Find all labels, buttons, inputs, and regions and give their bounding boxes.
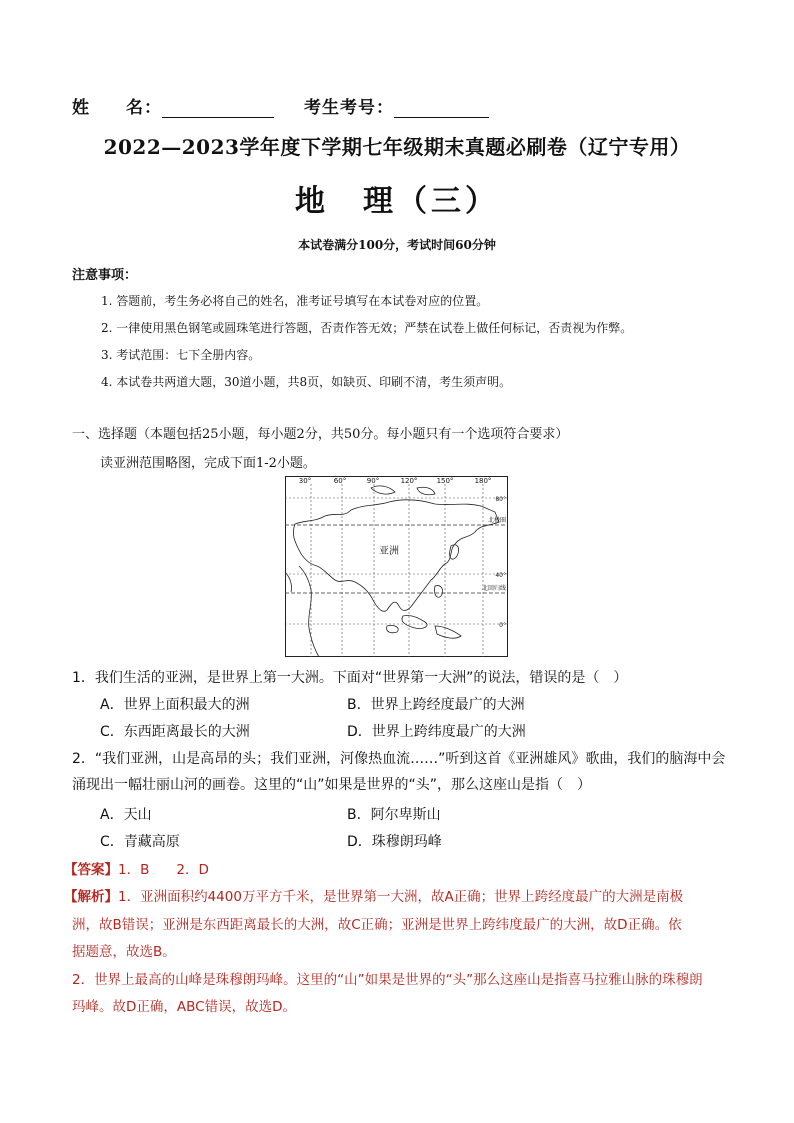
name-blank[interactable]: [162, 99, 274, 118]
map-latitude-label: 北回归线: [481, 585, 506, 592]
question-1-option-a[interactable]: A．世界上面积最大的洲: [100, 697, 250, 713]
question-2-stem: 2．“我们亚洲，山是高昂的头；我们亚洲，河像热血流……”听到这首《亚洲雄风》歌曲，我们的脑海中会: [72, 751, 726, 767]
exam-id-blank[interactable]: [394, 99, 489, 118]
score-time-line: 本试卷满分100分，考试时间60分钟: [298, 238, 496, 252]
notice-item: 4. 本试卷共两道大题，30道小题，共8页，如缺页、印刷不清，考生须声明。: [101, 375, 512, 389]
map-latitude-label: 80°: [495, 496, 506, 503]
map-longitude-label: 60°: [333, 477, 347, 485]
analysis-line-4: 2．世界上最高的山峰是珠穆朗玛峰。这里的“山”如果是世界的“头”那么这座山是指喜马拉雅山脉的珠穆朗: [72, 972, 703, 988]
exam-title: 地 理（三）: [295, 184, 499, 219]
answer-line: [64, 858, 209, 878]
question-1-option-c[interactable]: C．东西距离最长的大洲: [100, 724, 250, 740]
map-longitude-label: 180°: [474, 477, 492, 485]
asia-range-map: [285, 476, 508, 657]
section-title: 一、选择题（本题包括25小题，每小题2分，共50分。每小题只有一个选项符合要求）: [72, 427, 569, 442]
question-1-stem: 1．我们生活的亚洲，是世界上第一大洲。下面对“世界第一大洲”的说法，错误的是（ ）: [72, 670, 628, 686]
notice-item: 1. 答题前，考生务必将自己的姓名，准考证号填写在本试卷对应的位置。: [101, 294, 489, 308]
question-2-option-c[interactable]: C．青藏高原: [100, 834, 180, 850]
map-latitude-label: 北极圈: [487, 517, 506, 524]
map-longitude-label: 90°: [366, 477, 380, 485]
notice-title: 注意事项：: [72, 268, 138, 283]
analysis-line-5: 玛峰。故D正确，ABC错误，故选D。: [72, 999, 296, 1015]
question-1-option-d[interactable]: D．世界上跨纬度最广的大洲: [347, 724, 526, 740]
reading-instruction: 读亚洲范围略图，完成下面1-2小题。: [100, 456, 316, 471]
answer-tag: 【答案】: [64, 862, 118, 878]
analysis-line-3: 据题意，故选B。: [72, 944, 176, 960]
map-latitude-label: 40°: [495, 572, 506, 579]
question-1-option-b[interactable]: B．世界上跨经度最广的大洲: [347, 697, 525, 713]
map-latitude-label: 0°: [499, 622, 506, 629]
analysis-line-1: [64, 885, 683, 905]
question-2-stem-cont: 涌现出一幅壮丽山河的画卷。这里的“山”如果是世界的“头”，那么这座山是指（ ）: [72, 777, 592, 793]
map-longitude-label: 30°: [298, 477, 312, 485]
student-info-header: [72, 93, 489, 118]
question-2-option-a[interactable]: A．天山: [100, 807, 152, 823]
map-region-label: 亚洲: [379, 546, 399, 557]
answer-text: 1．B 2．D: [118, 862, 209, 878]
exam-id-label: 考生考号：: [304, 98, 394, 118]
notice-item: 3. 考试范围：七下全册内容。: [101, 348, 261, 362]
analysis-line-2: 洲，故B错误；亚洲是东西距离最长的大洲，故C正确；亚洲是世界上跨纬度最广的大洲，故D正确。依: [72, 917, 682, 933]
analysis-text: 1．亚洲面积约4400万平方千米，是世界第一大洲，故A正确；世界上跨经度最广的大洲是南极: [118, 889, 684, 905]
exam-subtitle: 2022—2023学年度下学期七年级期末真题必刷卷（辽宁专用）: [103, 135, 691, 159]
notice-item: 2. 一律使用黑色钢笔或圆珠笔进行答题，否责作答无效；严禁在试卷上做任何标记，否责视为作弊。: [101, 321, 633, 335]
question-2-option-b[interactable]: B．阿尔卑斯山: [347, 807, 441, 823]
map-longitude-label: 120°: [400, 477, 418, 485]
map-longitude-label: 150°: [436, 477, 454, 485]
analysis-tag: 【解析】: [64, 889, 118, 905]
question-2-option-d[interactable]: D．珠穆朗玛峰: [347, 834, 442, 850]
name-label: 姓 名：: [72, 98, 162, 118]
